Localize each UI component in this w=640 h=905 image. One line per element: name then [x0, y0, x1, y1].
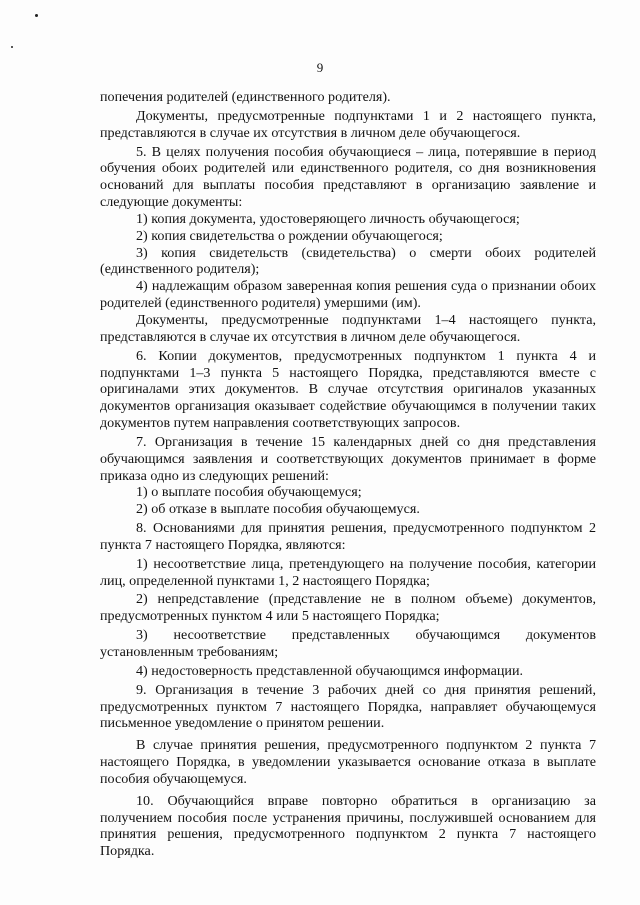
- paragraph: 10. Обучающийся вправе повторно обратиться в организацию за получением пособия после устранения причины, послужившей основанием для принятия решения, предусмотренного подпунктом 2 пункта 7 настоящего Порядка.: [100, 792, 596, 860]
- list-item: 1) о выплате пособия обучающемуся;: [136, 484, 362, 501]
- list-item: 2) копия свидетельства о рождении обучающегося;: [136, 227, 443, 244]
- paragraph: Документы, предусмотренные подпунктами 1 и 2 настоящего пункта, представляются в случае их отсутствия в личном деле обучающегося.: [100, 107, 596, 141]
- paragraph: попечения родителей (единственного родителя).: [100, 89, 391, 105]
- document-body: [100, 89, 596, 860]
- scan-speck: [11, 46, 13, 48]
- paragraph: 7. Организация в течение 15 календарных дней со дня представления обучающимся заявления и соответствующих документов принимает в форме приказа одно из следующих решений:: [100, 433, 596, 484]
- paragraph: В случае принятия решения, предусмотренного подпунктом 2 пункта 7 настоящего Порядка, в уведомлении указывается основание отказа в выплате пособия обучающемуся.: [100, 737, 596, 787]
- paragraph: 5. В целях получения пособия обучающиеся – лица, потерявшие в период обучения обоих родителей или единственного родителя, со дня возникновения оснований для выплаты пособия представляют в организацию заявление и следующие документы:: [100, 143, 596, 211]
- paragraph: 6. Копии документов, предусмотренных подпунктом 1 пункта 4 и подпунктами 1–3 пункта 5 настоящего Порядка, представляются вместе с оригиналами этих документов. В случае отсутствия оригиналов указанных документов организация оказывает содействие обучающимся в получении таких документов путем направления соответствующих запросов.: [100, 347, 596, 432]
- paragraph: 8. Основаниями для принятия решения, предусмотренного подпунктом 2 пункта 7 настоящего Порядка, являются:: [100, 520, 596, 553]
- list-item: 4) недостоверность представленной обучающимся информации.: [136, 662, 524, 679]
- list-item: 1) копия документа, удостоверяющего личность обучающегося;: [136, 210, 520, 227]
- list-item: 2) непредставление (представление не в полном объеме) документов, предусмотренных пунктом 4 или 5 настоящего Порядка;: [100, 591, 596, 625]
- list-item: 3) несоответствие представленных обучающимся документов установленным требованиям;: [100, 627, 596, 660]
- scan-speck: [35, 14, 38, 17]
- paragraph: Документы, предусмотренные подпунктами 1–4 настоящего пункта, представляются в случае их отсутствия в личном деле обучающегося.: [100, 311, 596, 345]
- list-item: 3) копия свидетельств (свидетельства) о смерти обоих родителей (единственного родителя);: [100, 244, 596, 278]
- list-item: 2) об отказе в выплате пособия обучающемуся.: [136, 501, 420, 518]
- page-number: 9: [316, 60, 324, 75]
- list-item: 1) несоответствие лица, претендующего на получение пособия, категории лиц, определенной пунктами 1, 2 настоящего Порядка;: [100, 555, 596, 589]
- paragraph: 9. Организация в течение 3 рабочих дней со дня принятия решений, предусмотренных пунктом 7 настоящего Порядка, направляет обучающемуся письменное уведомление о принятом решении.: [100, 681, 596, 732]
- list-item: 4) надлежащим образом заверенная копия решения суда о признании обоих родителей (единственного родителя) умершими (им).: [100, 278, 596, 312]
